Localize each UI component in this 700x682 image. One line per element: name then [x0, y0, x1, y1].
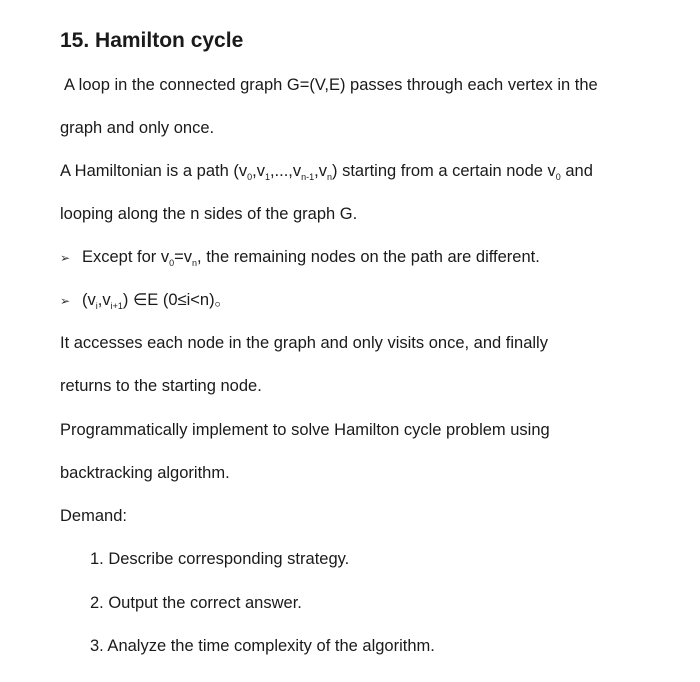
paragraph-line: returns to the starting node.: [60, 377, 262, 395]
paragraph-line: Programmatically implement to solve Hamilton cycle problem using: [60, 421, 550, 439]
bullet-item: ➢ $(v_i,v_{i+1})$ ∈E (0≤i<n)。: [60, 291, 232, 311]
paragraph-line: A loop in the connected graph G=(V,E) passes through each vertex in the: [64, 76, 598, 94]
demand-item: 1. Describe corresponding strategy.: [90, 550, 350, 568]
demand-label: Demand:: [60, 507, 127, 525]
section-title: 15. Hamilton cycle: [60, 29, 244, 52]
arrowhead-bullet-icon: ➢: [60, 294, 71, 308]
paragraph-line: looping along the n sides of the graph G.: [60, 205, 358, 223]
paragraph-line: It accesses each node in the graph and only visits once, and finally: [60, 334, 548, 352]
paragraph-line: graph and only once.: [60, 119, 215, 137]
bullet-item: ➢ Except for $v_0=v_n$, the remaining nodes on the path are different.: [60, 248, 540, 268]
paragraph-line: backtracking algorithm.: [60, 464, 230, 482]
demand-item: 3. Analyze the time complexity of the algorithm.: [90, 637, 435, 655]
demand-item: 2. Output the correct answer.: [90, 594, 302, 612]
arrowhead-bullet-icon: ➢: [60, 251, 71, 265]
hamiltonian-definition: A Hamiltonian is a path $(v_0,v_1,...,v_{n-1},v_n)$ starting from a certain node $v_0$ and: [60, 162, 593, 182]
